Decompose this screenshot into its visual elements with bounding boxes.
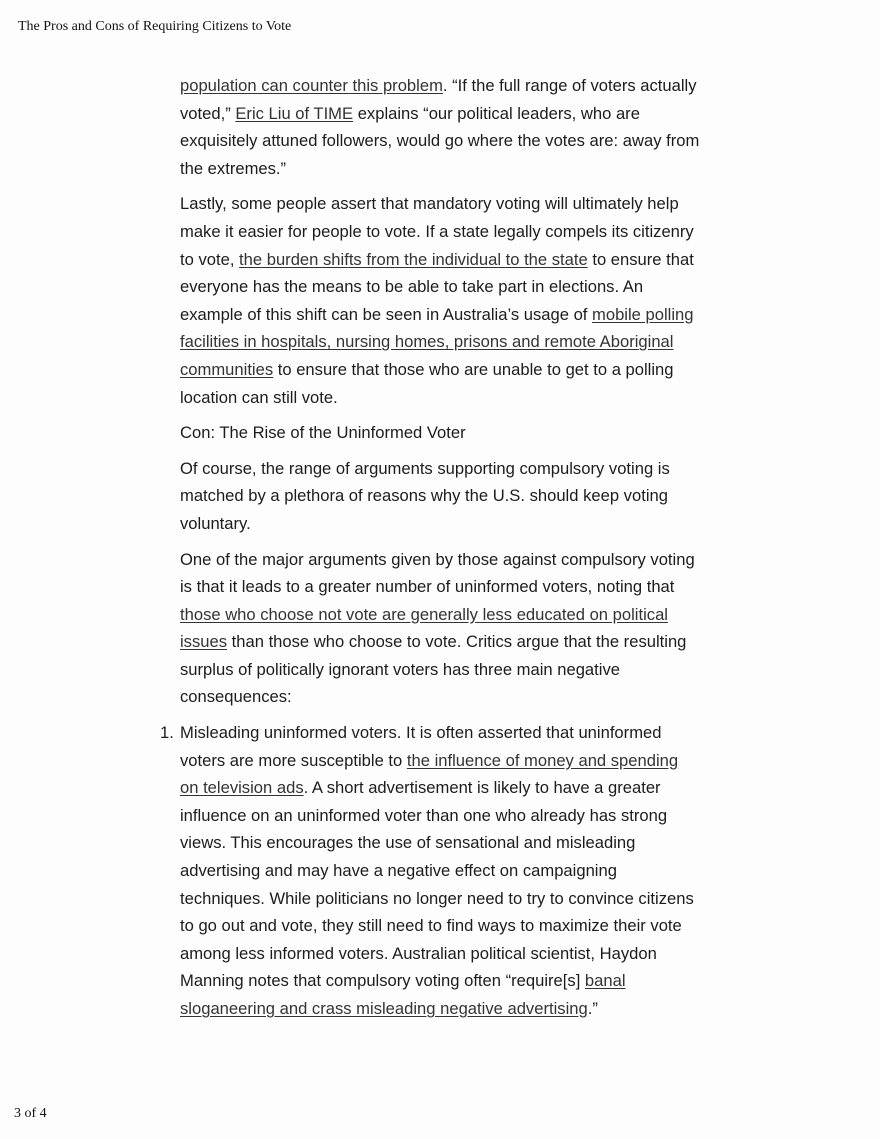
text-segment: than those who choose to vote. Critics argue that the resulting surplus of politically ignorant voters has three main negative consequences: (180, 632, 687, 707)
paragraph-uninformed-voters (180, 546, 700, 712)
link-banal-sloganeering[interactable]: banal sloganeering and crass misleading negative advertising (180, 971, 626, 1018)
paragraph-easier-voting (180, 190, 700, 411)
paragraph-plethora: Of course, the range of arguments supporting compulsory voting is matched by a plethora of reasons why the U.S. should keep voting voluntary. (180, 458, 670, 533)
link-mobile-polling[interactable]: mobile polling facilities in hospitals, nursing homes, prisons and remote Aboriginal communities (180, 304, 694, 379)
text-segment: to ensure that those who are unable to get to a polling location can still vote. (180, 359, 674, 407)
text-segment: to ensure that everyone has the means to be able to take part in elections. An example of this shift can be seen in Australia’s usage of (180, 249, 694, 324)
link-population-counter[interactable]: population can counter this problem (180, 76, 443, 95)
text-segment: One of the major arguments given by those against compulsory voting is that it leads to a greater number of uninformed voters, noting that (180, 549, 695, 597)
text-segment: Misleading uninformed voters. It is often asserted that uninformed voters are more susceptible to (180, 723, 662, 770)
section-heading: Con: The Rise of the Uninformed Voter (180, 423, 466, 443)
text-segment: Lastly, some people assert that mandatory voting will ultimately help make it easier for people to vote. If a state legally compels its citizenry to vote, (180, 194, 694, 269)
text-segment: explains “our political leaders, who are exquisitely attuned followers, would go where the votes are: away from the extremes.” (180, 103, 700, 178)
text-segment: .” (587, 999, 598, 1018)
link-less-educated[interactable]: those who choose not vote are generally less educated on political issues (180, 604, 668, 652)
page-number: 3 of 4 (14, 1106, 47, 1121)
text-segment: . A short advertisement is likely to have a greater influence on an uninformed voter than one who already has strong views. This encourages the use of sensational and misleading advertising and may have a negative effect on campaigning techniques. While politicians no longer need to try to convince citizens to go out and vote, they still need to find ways to maximize their vote among less informed voters. Australian political scientist, Haydon Manning notes that compulsory voting often “require[s] (180, 778, 694, 991)
link-eric-liu-time[interactable]: Eric Liu of TIME (235, 103, 354, 123)
consequences-list (160, 719, 700, 1023)
page-header-title: The Pros and Cons of Requiring Citizens to Vote (18, 19, 292, 34)
list-number: 1. (160, 723, 174, 743)
article-body (160, 72, 700, 1023)
link-influence-money[interactable]: the influence of money and spending on television ads (180, 750, 679, 798)
list-item (160, 719, 700, 1023)
paragraph-counter-problem (180, 72, 700, 182)
link-burden-shifts[interactable]: the burden shifts from the individual to the state (239, 249, 588, 269)
text-segment: . “If the full range of voters actually voted,” (180, 76, 697, 123)
